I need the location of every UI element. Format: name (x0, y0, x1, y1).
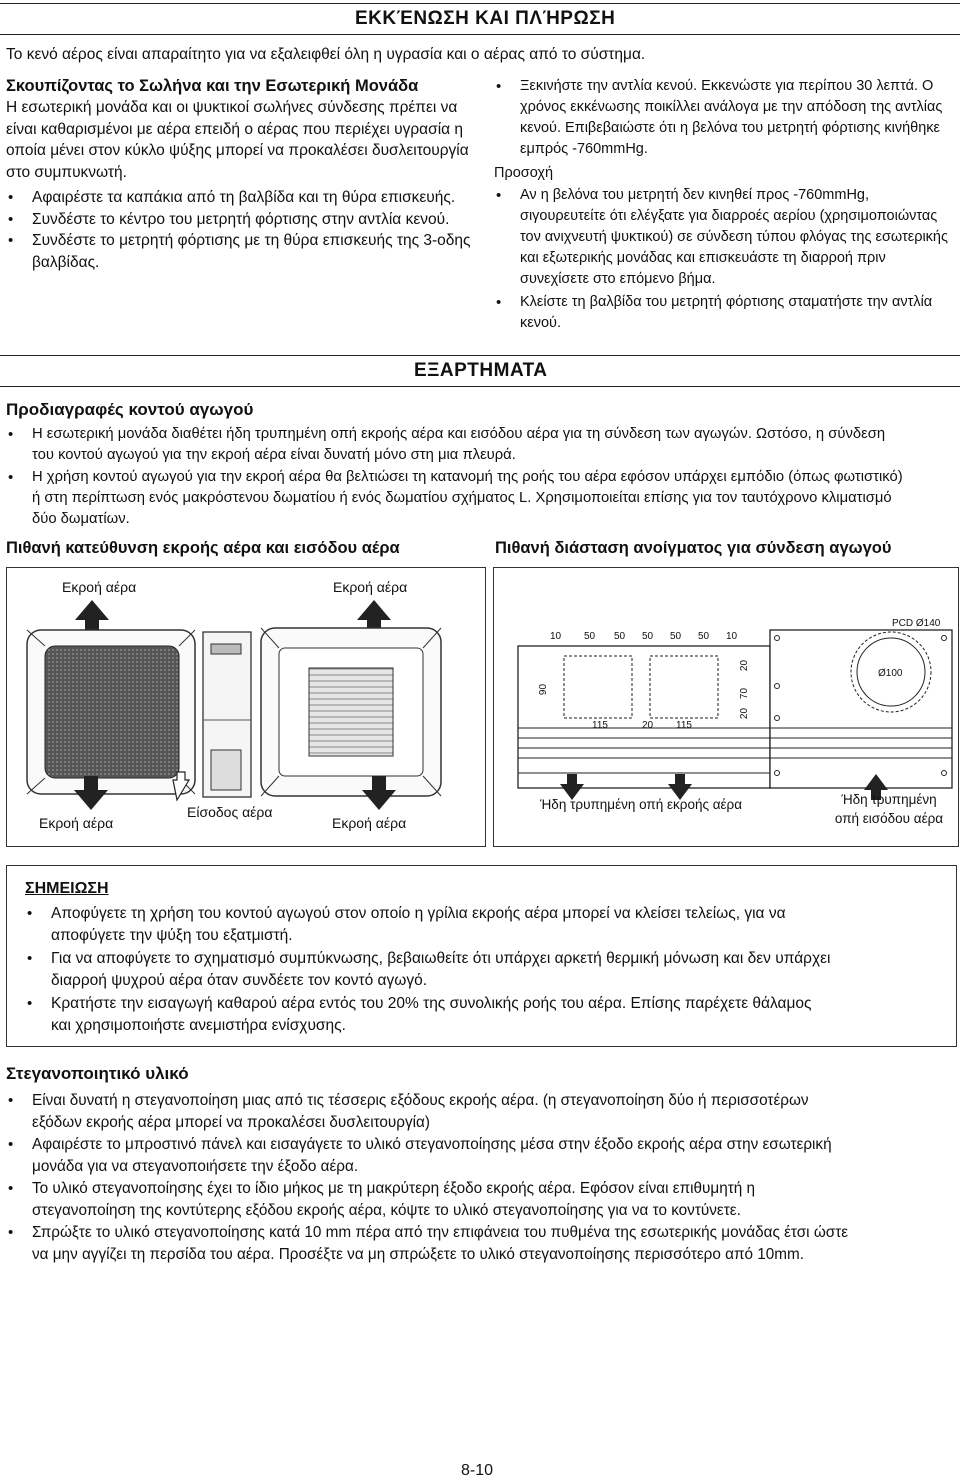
duct-opening-diagram (493, 567, 959, 847)
accessories-header-title: ΕΞΑΡΤΗΜΑΤΑ (414, 360, 548, 381)
left-column (6, 75, 476, 273)
duct-spec-item: • Η εσωτερική μονάδα διαθέτει ήδη τρυπημένη οπή εκροής αέρα και εισόδου αέρα για τη σύνδεση των αγωγών. Ωστόσο, η σύνδεση του κοντού αγωγού για την εκροή αέρα είναι δυνατή μόνο στη μια πλευρά. (6, 424, 958, 466)
airflow-diagram (6, 567, 486, 847)
dim-bottom: 115 (676, 720, 692, 731)
duct-spec-list (6, 424, 958, 530)
intro-text: Το κενό αέρος είναι απαραίτητο για να εξαλειφθεί όλη η υγρασία και ο αέρας από το σύστημα. (6, 46, 646, 63)
inlet-label-bottom: Είσοδος αέρα (187, 804, 273, 820)
dim-top: 10 (726, 631, 738, 642)
caution-label: Προσοχή (494, 165, 554, 181)
pcd-label: PCD Ø140 (892, 618, 941, 629)
vacuum-steps (494, 76, 958, 160)
sealing-list (6, 1090, 958, 1265)
note-item: • Αποφύγετε τη χρήση του κοντού αγωγού στον οποίο η γρίλια εκροής αέρα μπορεί να κλείσει τελείως, για να αποφύγετε την ψύξη του εξατμιστή. (25, 903, 945, 947)
purge-line-3: οποία μένει στον κύκλο ψύξης μπορεί να προκαλέσει δυσλειτουργία (6, 142, 469, 159)
outlet-label-top-right: Εκροή αέρα (333, 579, 408, 595)
purge-line-4: στο συμπυκνωτή. (6, 163, 127, 181)
sealing-item: • Είναι δυνατή η στεγανοποίηση μιας από τις τέσσερις εξόδους εκροής αέρα. (η στεγανοποίηση δύο ή περισσοτέρων εξόδων εκροής αέρα μπορεί να προκαλέσει δυσλειτουργία) (6, 1090, 958, 1133)
dim-right: 20 (739, 707, 751, 720)
purge-line-1: Η εσωτερική μονάδα και οι ψυκτικοί σωλήνες σύνδεσης πρέπει να (6, 99, 458, 116)
unit-panel-louver-view (261, 628, 441, 796)
sealing-heading: Στεγανοποιητικό υλικό (6, 1064, 189, 1083)
note-box (6, 865, 957, 1047)
caution-step: • Αν η βελόνα του μετρητή δεν κινηθεί προς -760mmHg, σιγουρευτείτε ότι ελέγξατε για διαρροές αερίου (χρησιμοποιώντας τον ανιχνευτή ψυκτικού) σε σύνδεση τύπου φλόγας της εσωτερικής και εξωτερικής μονάδας και επισκευάστε τη διαρροή πριν συνεχίσετε στο επόμενο βήμα. (494, 185, 958, 290)
purge-steps (6, 187, 476, 273)
vacuum-step: • Ξεκινήστε την αντλία κενού. Εκκενώστε για περίπου 30 λεπτά. Ο χρόνος εκκένωσης ποικίλλει ανάλογα με την απόδοση της αντλίας κενού. Επιβεβαιώστε ότι η βελόνα του μετρητή φόρτισης κινήθηκε εμπρός -760mmHg. (494, 76, 958, 160)
outlet-caption: Ήδη τρυπημένη οπή εκροής αέρα (540, 797, 743, 812)
outlet-label-bottom-left: Εκροή αέρα (39, 815, 114, 831)
evacuation-header-title: ΕΚΚΈΝΩΣΗ ΚΑΙ ΠΛΉΡΩΣΗ (355, 8, 616, 29)
dim-top: 50 (584, 631, 596, 642)
dim-bottom: 20 (642, 720, 654, 731)
mounting-bracket (203, 632, 251, 797)
caution-step: • Κλείστε τη βαλβίδα του μετρητή φόρτισης σταματήστε την αντλία κενού. (494, 292, 958, 334)
caution-steps (494, 185, 958, 334)
sealing-item: • Αφαιρέστε το μπροστινό πάνελ και εισαγάγετε το υλικό στεγανοποίησης μέσα στην έξοδο εκροής αέρα στην εσωτερική μονάδα για να στεγανοποιήσετε την έξοδο αέρα. (6, 1134, 958, 1177)
unit-panel-front-view (27, 630, 195, 794)
dim-right: 70 (739, 687, 751, 700)
duct-spec-item: • Η χρήση κοντού αγωγού για την εκροή αέρα θα βελτιώσει τη κατανομή της ροής του αέρα εφόσον υπάρχει εμπόδιο (όπως φωτιστικό) ή στη περίπτωση ενός μακρόστενου δωματίου ή ενός δωματίου σχήματος L. Χρησιμοποιείται επίσης για τον ταυτόχρονο κλιματισμό δύο δωματίων. (6, 467, 958, 530)
dim-top: 10 (550, 631, 562, 642)
purge-step: • Συνδέστε το κέντρο του μετρητή φόρτισης στην αντλία κενού. (6, 209, 476, 231)
dim-top: 50 (614, 631, 626, 642)
dim-top: 50 (642, 631, 654, 642)
duct-spec-heading: Προδιαγραφές κοντού αγωγού (6, 400, 254, 419)
note-item: • Κρατήστε την εισαγωγή καθαρού αέρα εντός του 20% της συνολικής ροής του αέρα. Επίσης παρέχετε θάλαμος και χρησιμοποιήστε ανεμιστήρα ενίσχυσης. (25, 993, 945, 1037)
inlet-caption-line-1: Ήδη τρυπημένη (841, 792, 937, 807)
sealing-item: • Σπρώξτε το υλικό στεγανοποίησης κατά 10 mm πέρα από την επιφάνεια του πυθμένα της εσωτερικής μονάδας έτσι ώστε να μην αγγίζει τη περσίδα του αέρα. Προσέξτε να μη σπρώξετε το υλικό στεγανοποίησης περισσότερο από 10mm. (6, 1222, 958, 1265)
purge-step: • Συνδέστε το μετρητή φόρτισης με τη θύρα επισκευής της 3-οδης βαλβίδας. (6, 230, 476, 273)
circle-diameter-label: Ø100 (878, 668, 903, 679)
duct-opening-heading: Πιθανή διάσταση ανοίγματος για σύνδεση αγωγού (495, 539, 892, 557)
inlet-caption-line-2: οπή εισόδου αέρα (834, 811, 944, 826)
sealing-item: • Το υλικό στεγανοποίησης έχει το ίδιο μήκος με τη μακρύτερη έξοδο εκροής αέρα. Εφόσον είναι επιθυμητή η στεγανοποίηση της κοντύτερης εξόδου εκροής αέρα, κόψτε το υλικό στεγανοποίησης για να το κοντύνετε. (6, 1178, 958, 1221)
purge-step: • Αφαιρέστε τα καπάκια από τη βαλβίδα και τη θύρα επισκευής. (6, 187, 476, 209)
purge-line-2: είναι καθαρισμένοι με αέρα επειδή ο αέρας που περιέχει υγρασία η (6, 120, 464, 138)
airflow-direction-heading: Πιθανή κατεύθυνση εκροής αέρα και εισόδου αέρα (6, 539, 400, 557)
dim-top: 50 (670, 631, 682, 642)
dim-top: 50 (698, 631, 710, 642)
cassette-unit-illustration (7, 600, 485, 810)
dim-right: 20 (739, 659, 751, 672)
outlet-label-bottom-right: Εκροή αέρα (332, 815, 407, 831)
note-title: ΣΗΜΕΙΩΣΗ (25, 880, 109, 897)
dim-bottom: 115 (592, 720, 608, 731)
note-list (25, 903, 945, 1037)
page-number: 8-10 (461, 1462, 494, 1479)
dim-left: 90 (538, 683, 550, 696)
purge-heading: Σκουπίζοντας το Σωλήνα και την Εσωτερική Μονάδα (6, 77, 419, 95)
note-item: • Για να αποφύγετε το σχηματισμό συμπύκνωσης, βεβαιωθείτε ότι υπάρχει αρκετή θερμική μόνωση και δεν υπάρχει διαρροή ψυχρού αέρα όταν συνδέετε τον κοντό αγωγό. (25, 948, 945, 992)
outlet-label-top-left: Εκροή αέρα (62, 579, 137, 595)
duct-spec-section (6, 398, 958, 530)
sealing-section (6, 1062, 958, 1265)
right-column (494, 76, 958, 334)
arrow-up-icon (75, 600, 109, 634)
